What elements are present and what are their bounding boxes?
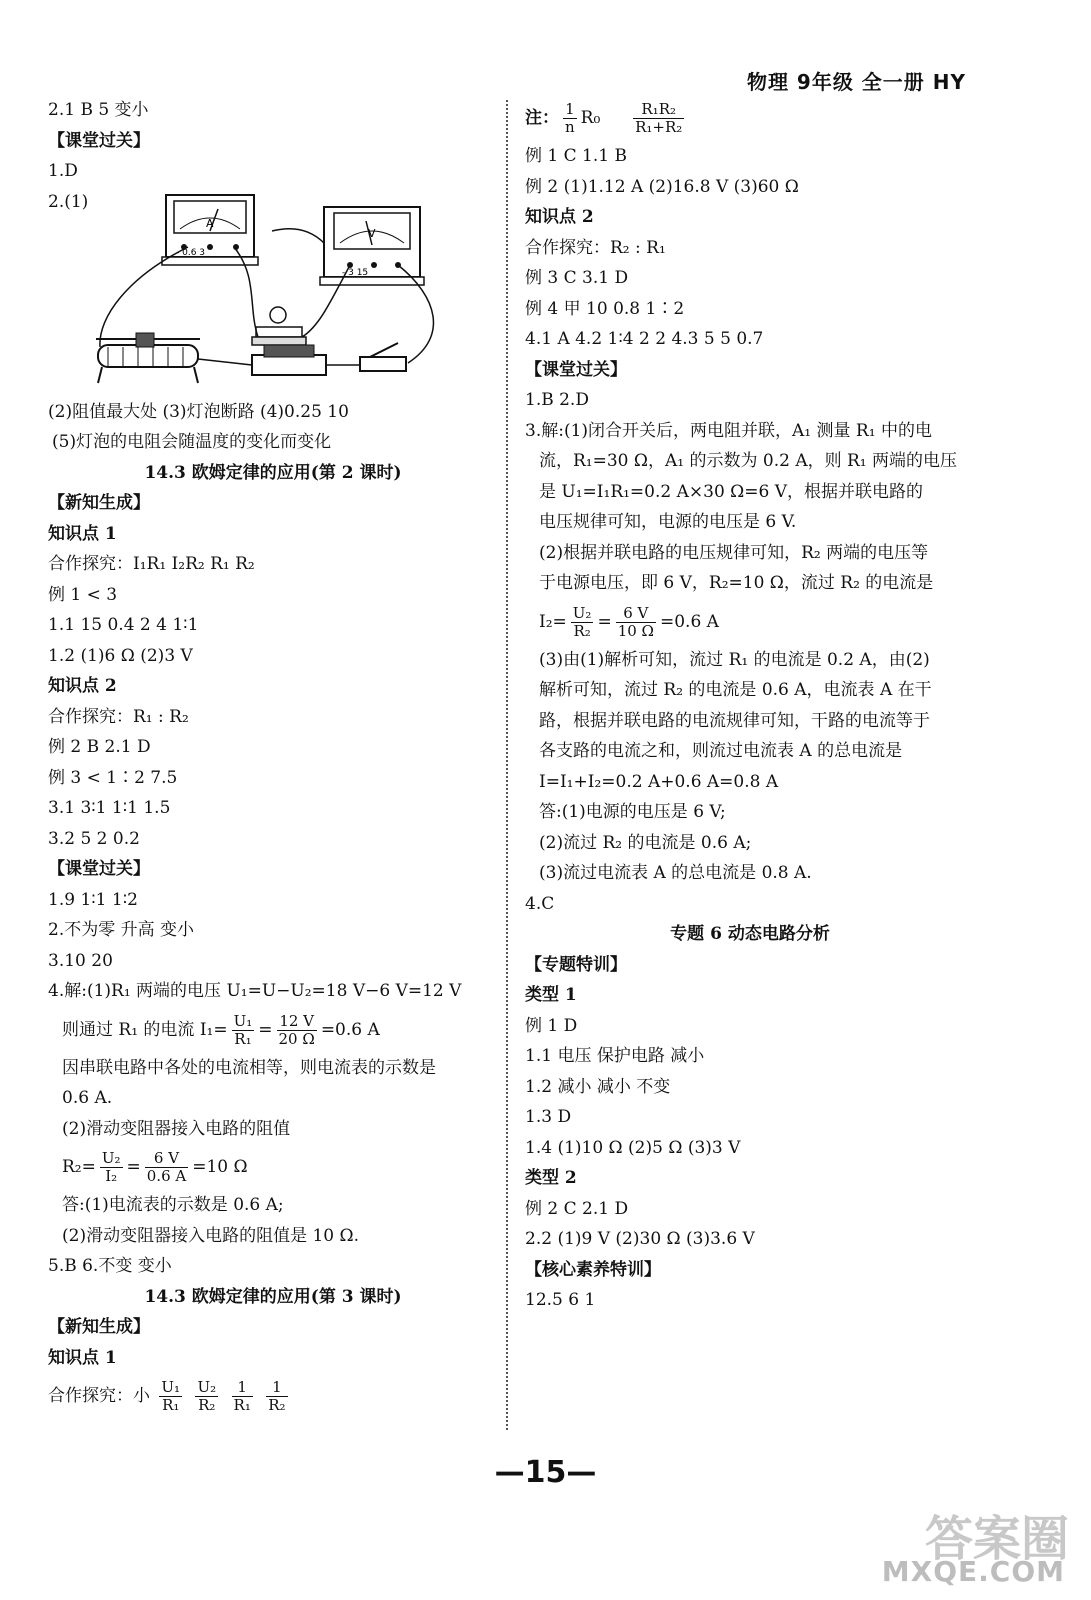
answer-line: 是 U₁=I₁R₁=0.2 A×30 Ω=6 V，根据并联电路的 (539, 481, 924, 502)
answer-line: 1.9 1∶1 1∶2 (48, 889, 138, 910)
subsection-heading: 知识点 1 (48, 1347, 117, 1368)
answer-line: (2)根据并联电路的电压规律可知，R₂ 两端的电压等 (539, 542, 929, 563)
answer-line: 答:(1)电流表的示数是 0.6 A; (62, 1195, 284, 1215)
watermark-url: MXQE.COM (881, 1555, 1065, 1588)
lesson-title: 专题 6 动态电路分析 (670, 924, 830, 944)
subsection-heading: 知识点 2 (525, 207, 594, 227)
answer-line: 1.B 2.D (525, 390, 589, 410)
answer-line: 因串联电路中各处的电流相等，则电流表的示数是 (62, 1057, 436, 1078)
fraction: $\frac{\text{U₁}}{\text{R₁}}$ (233, 1011, 253, 1048)
subsection-heading: 类型 2 (525, 1168, 577, 1188)
answer-line: 合作探究：R₂ : R₁ (525, 237, 666, 258)
section-heading: 【新知生成】 (48, 1317, 150, 1337)
fraction: $\frac{\text{U₂}}{\text{I₂}}$ (101, 1149, 121, 1185)
answer-line: 1.2 (1)6 Ω (2)3 V (48, 645, 193, 666)
answer-line: 5.B 6.不变 变小 (48, 1256, 172, 1276)
equation-line: I₂= $\frac{\text{U₂}}{\text{R₂}}$ = $\frac{6 V}{10 \Omega}$ =0.6 A (539, 603, 719, 640)
answer-line: 于电源电压，即 6 V，R₂=10 Ω，流过 R₂ 的电流是 (539, 573, 934, 593)
answer-line: 例 3 < 1∶2 7.5 (48, 767, 178, 788)
answer-line: 例 2 B 2.1 D (48, 737, 151, 757)
voltmeter-scale: - 3 15 (342, 267, 369, 278)
answer-line: 合作探究：I₁R₁ I₂R₂ R₁ R₂ (48, 554, 255, 574)
answer-line: 1.1 电压 保护电路 减小 (525, 1046, 705, 1066)
answer-line: 0.6 A. (62, 1088, 113, 1108)
fraction: $\frac{6 V}{0.6 A}$ (146, 1149, 187, 1185)
answer-line: 1.3 D (525, 1107, 572, 1127)
answer-line: 例 1 < 3 (48, 584, 118, 605)
answer-line: 例 2 (1)1.12 A (2)16.8 V (3)60 Ω (525, 176, 799, 197)
answer-line: 答:(1)电源的电压是 6 V; (539, 802, 726, 822)
answer-line: 1.2 减小 减小 不变 (525, 1076, 671, 1097)
answer-line: 1.D (48, 161, 78, 181)
answer-line: 3.1 3∶1 1∶1 1.5 (48, 798, 171, 818)
watermark-logo: 答案圈 (924, 1511, 1069, 1567)
answer-line: 3.解:(1)闭合开关后，两电阻并联，A₁ 测量 R₁ 中的电 (525, 420, 932, 441)
battery-icon (252, 345, 326, 375)
rheostat-icon (96, 333, 200, 383)
equation-text: 则通过 R₁ 的电流 I₁= (62, 1019, 228, 1040)
fraction: $\frac{\text{U₂}}{\text{R₂}}$ (572, 603, 592, 640)
equation-line: 则通过 R₁ 的电流 I₁= $\frac{\text{U₁}}{\text{R₁}}$ = $\frac{12 V}{20 \Omega}$ =0.6 A (62, 1011, 380, 1048)
answer-line: 2.1 B 5 变小 (48, 100, 149, 120)
ammeter-label: A (206, 216, 214, 230)
answer-line: (2)阻值最大处 (3)灯泡断路 (4)0.25 10 (48, 401, 349, 422)
fraction: $\frac{\text{U₂}}{\text{R₂}}$ (197, 1378, 217, 1414)
answer-line: 1.4 (1)10 Ω (2)5 Ω (3)3 V (525, 1137, 741, 1158)
section-heading: 【新知生成】 (48, 493, 150, 513)
answer-line: (3)由(1)解析可知，流过 R₁ 的电流是 0.2 A，由(2) (539, 649, 930, 670)
section-heading: 【课堂过关】 (48, 130, 150, 151)
answer-line: (3)流过电流表 A 的总电流是 0.8 A. (539, 863, 812, 883)
answer-line: 例 4 甲 10 0.8 1∶2 (525, 298, 685, 319)
answer-line: (2)滑动变阻器接入电路的阻值 (62, 1118, 291, 1139)
answer-line: I=I₁+I₂=0.2 A+0.6 A=0.8 A (539, 771, 779, 792)
equation-line: 注： $\frac{1}{n}$ R₀ $\frac{\text{R₁R₂}}{\text{R₁+R₂}}$ (525, 100, 683, 136)
answer-line: (2)流过 R₂ 的电流是 0.6 A; (539, 832, 752, 853)
answer-line: 3.10 20 (48, 950, 113, 971)
answer-line: 1.1 15 0.4 2 4 1∶1 (48, 615, 199, 635)
subsection-heading: 类型 1 (525, 985, 577, 1005)
answer-line: 12.5 6 1 (525, 1290, 596, 1310)
answer-line: 例 2 C 2.1 D (525, 1198, 629, 1219)
answer-line: 例 3 C 3.1 D (525, 268, 629, 288)
answer-line: (2)滑动变阻器接入电路的阻值是 10 Ω. (62, 1225, 360, 1246)
light-bulb-icon (252, 307, 306, 345)
fraction: $\frac{\text{R₁R₂}}{\text{R₁+R₂}}$ (635, 100, 683, 136)
answer-line: 解析可知，流过 R₂ 的电流是 0.6 A，电流表 A 在干 (539, 680, 932, 700)
fraction: $\frac{6 V}{10 \Omega}$ (617, 603, 654, 640)
lesson-title: 14.3 欧姆定律的应用(第 3 课时) (144, 1286, 402, 1307)
answer-line: 各支路的电流之和，则流过电流表 A 的总电流是 (539, 741, 903, 761)
circuit-illustration (88, 187, 508, 397)
answer-line: 流，R₁=30 Ω，A₁ 的示数为 0.2 A，则 R₁ 两端的电压 (539, 451, 958, 471)
answer-line: 例 1 C 1.1 B (525, 146, 627, 166)
ammeter-scale: - 0.6 3 (176, 247, 206, 258)
equation-line: R₂= $\frac{\text{U₂}}{\text{I₂}}$ = $\frac{6 V}{0.6 A}$ =10 Ω (62, 1149, 248, 1185)
answer-line: 4.C (525, 893, 555, 914)
section-heading: 【课堂过关】 (525, 359, 627, 380)
answer-line: 4.解:(1)R₁ 两端的电压 U₁=U−U₂=18 V−6 V=12 V (48, 981, 462, 1001)
answer-line: 2.2 (1)9 V (2)30 Ω (3)3.6 V (525, 1229, 755, 1249)
fraction: $\frac{1}{n}$ (565, 100, 575, 136)
right-column (525, 95, 975, 1316)
subsection-heading: 知识点 1 (48, 523, 117, 544)
fraction: $\frac{1}{\text{R₁}}$ (233, 1378, 251, 1414)
fraction: $\frac{\text{U₁}}{\text{R₁}}$ (161, 1378, 181, 1414)
section-heading: 【核心素养特训】 (525, 1259, 661, 1280)
section-heading: 【专题特训】 (525, 954, 627, 975)
equation-line: 合作探究：小 $\frac{\text{U₁}}{\text{R₁}}$ $\frac{\text{U₂}}{\text{R₂}}$ $\frac{1}{\text{R₁}}$ $\frac{1}{\text{R₂}}$ (48, 1378, 286, 1414)
page-header: 物理 9年级 全一册 HY (746, 70, 966, 94)
section-heading: 【课堂过关】 (48, 859, 150, 879)
voltmeter-label: V (368, 226, 376, 240)
answer-line: 合作探究：R₁ : R₂ (48, 706, 189, 727)
answer-line: (5)灯泡的电阻会随温度的变化而变化 (52, 432, 332, 452)
fraction: $\frac{1}{\text{R₂}}$ (268, 1378, 286, 1414)
answer-line: 4.1 A 4.2 1∶4 2 2 4.3 5 5 0.7 (525, 329, 764, 349)
answer-line: 2.不为零 升高 变小 (48, 920, 195, 940)
answer-line: 电压规律可知，电源的电压是 6 V. (539, 512, 797, 532)
answer-line: 例 1 D (525, 1015, 578, 1036)
fraction: $\frac{12 V}{20 \Omega}$ (278, 1011, 315, 1048)
answer-line: 2.(1) (48, 191, 89, 212)
left-column (48, 95, 498, 1419)
switch-icon (360, 343, 406, 371)
page-number: —15— (494, 1455, 597, 1490)
lesson-title: 14.3 欧姆定律的应用(第 2 课时) (144, 462, 402, 483)
circuit-diagram (48, 187, 498, 397)
subsection-heading: 知识点 2 (48, 676, 117, 696)
answer-line: 3.2 5 2 0.2 (48, 828, 140, 849)
answer-line: 路，根据并联电路的电流规律可知，干路的电流等于 (539, 710, 930, 731)
